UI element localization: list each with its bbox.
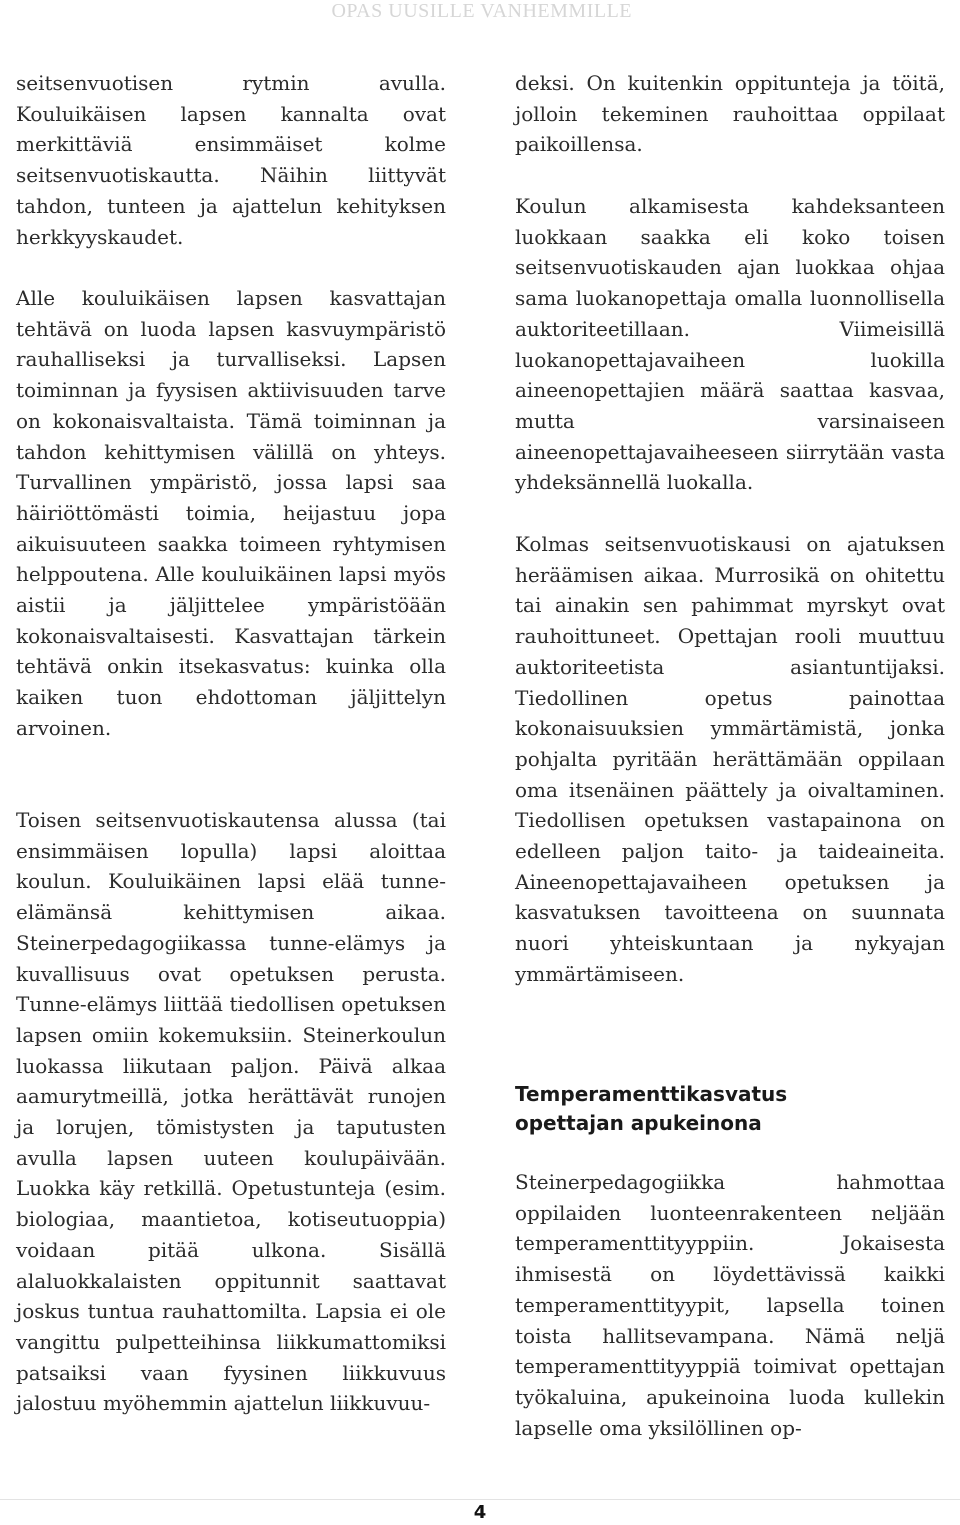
paragraph: Alle kouluikäisen lapsen kasvattajan tehtävä on luoda lapsen kasvuympäristö rauhalliseksi ja turvalliseksi. Lapsen toiminnan ja fyysisen aktiivisuuden tarve on kokonaisvaltaista. Tämä toiminnan ja tahdon kehittymisen välillä on yhteys. Turvallinen ympäristö, jossa lapsi saa häiriöttömästi toimia, heijastuu jopa aikuisuuteen saakka toimeen ryhtymisen helppoutena. Alle kouluikäinen lapsi myös aistii ja jäljittelee ympäristöään kokonaisvaltaisesti. Kasvattajan tärkein tehtävä onkin itsekasvatus: kuinka olla kaiken tuon ehdottoman jäljittelyn arvoinen.: [16, 286, 446, 740]
page-number: 4: [473, 1502, 487, 1523]
paragraph: seitsenvuotisen rytmin avulla. Kouluikäisen lapsen kannalta ovat merkittäviä ensimmäiset kolme seitsenvuotiskautta. Näihin liittyvät tahdon, tunteen ja ajattelun kehityksen herkkyyskaudet.: [16, 71, 446, 249]
paragraph: Koulun alkamisesta kahdeksanteen luokkaan saakka eli koko toisen seitsenvuotiskauden ajan luokkaa ohjaa sama luokanopettaja omalla luonnollisella auktoriteetillaan. Viimeisillä luokanopettajavaiheen luokilla aineenopettajien määrä saattaa kasvaa, mutta varsinaiseen aineenopettajavaiheeseen siirrytään vasta yhdeksännellä luokalla.: [515, 194, 945, 495]
section-heading: [515, 1080, 945, 1138]
running-header-title: OPAS UUSILLE VANHEMMILLE: [331, 0, 632, 22]
paragraph: Kolmas seitsenvuotiskausi on ajatuksen heräämisen aikaa. Murrosikä on ohitettu tai ainakin sen pahimmat myrskyt ovat rauhoittuneet. Opettajan rooli muuttuu auktoriteetista asiantuntijaksi. Tiedollinen opetus painottaa kokonaisuuksien ymmärtämistä, jonka pohjalta pyritään herättämään oppilaan oma itsenäinen päättely ja oivaltaminen. Tiedollisen opetuksen vastapainona on edelleen paljon taito- ja taideaineita. Aineenopettajavaiheen opetuksen ja kasvatuksen tavoitteena on suunnata nuori yhteiskuntaan ja nykyajan ymmärtämiseen.: [515, 532, 945, 986]
section-heading-line: opettajan apukeinona: [515, 1111, 762, 1135]
paragraph: Steinerpedagogiikka hahmottaa oppilaiden luonteenrakenteen neljään temperamenttityyppiin. Jokaisesta ihmisestä on löydettävissä kaikki temperamenttityypit, lapsella toinen toista hallitsevampana. Nämä neljä temperamenttityyppiä toimivat opettajan työkaluina, apukeinoina luoda kullekin lapselle oma yksilöllinen op-: [515, 1170, 945, 1440]
section-heading-line: Temperamenttikasvatus: [515, 1082, 788, 1106]
paragraph: deksi. On kuitenkin oppitunteja ja töitä, jolloin tekeminen rauhoittaa oppilaat paikoillensa.: [515, 71, 945, 157]
paragraph: Toisen seitsenvuotiskautensa alussa (tai ensimmäisen lopulla) lapsi aloittaa koulun. Kouluikäinen lapsi elää tunne-elämänsä kehittymisen aikaa. Steinerpedagogiikassa tunne-elämys ja kuvallisuus ovat opetuksen perusta. Tunne-elämys liittää tiedollisen opetuksen lapsen omiin kokemuksiin. Steinerkoulun luokassa liikutaan paljon. Päivä alkaa aamurytmeillä, jotka herättävät runojen ja lorujen, tömistysten ja taputusten avulla lapsen uuteen koulupäivään. Luokka käy retkillä. Opetustunteja (esim. biologiaa, maantietoa, kotiseutuoppia) voidaan pitää ulkona. Sisällä alaluokkalaisten oppitunnit saattavat joskus tuntua rauhattomilta. Lapsia ei ole vangittu pulpetteihinsa liikkumattomiksi patsaiksi vaan fyysinen liikkuvuus jalostuu myöhemmin ajattelun liikkuvuu-: [16, 808, 446, 1416]
footer-divider: [0, 1499, 960, 1500]
running-header: [0, 0, 960, 30]
